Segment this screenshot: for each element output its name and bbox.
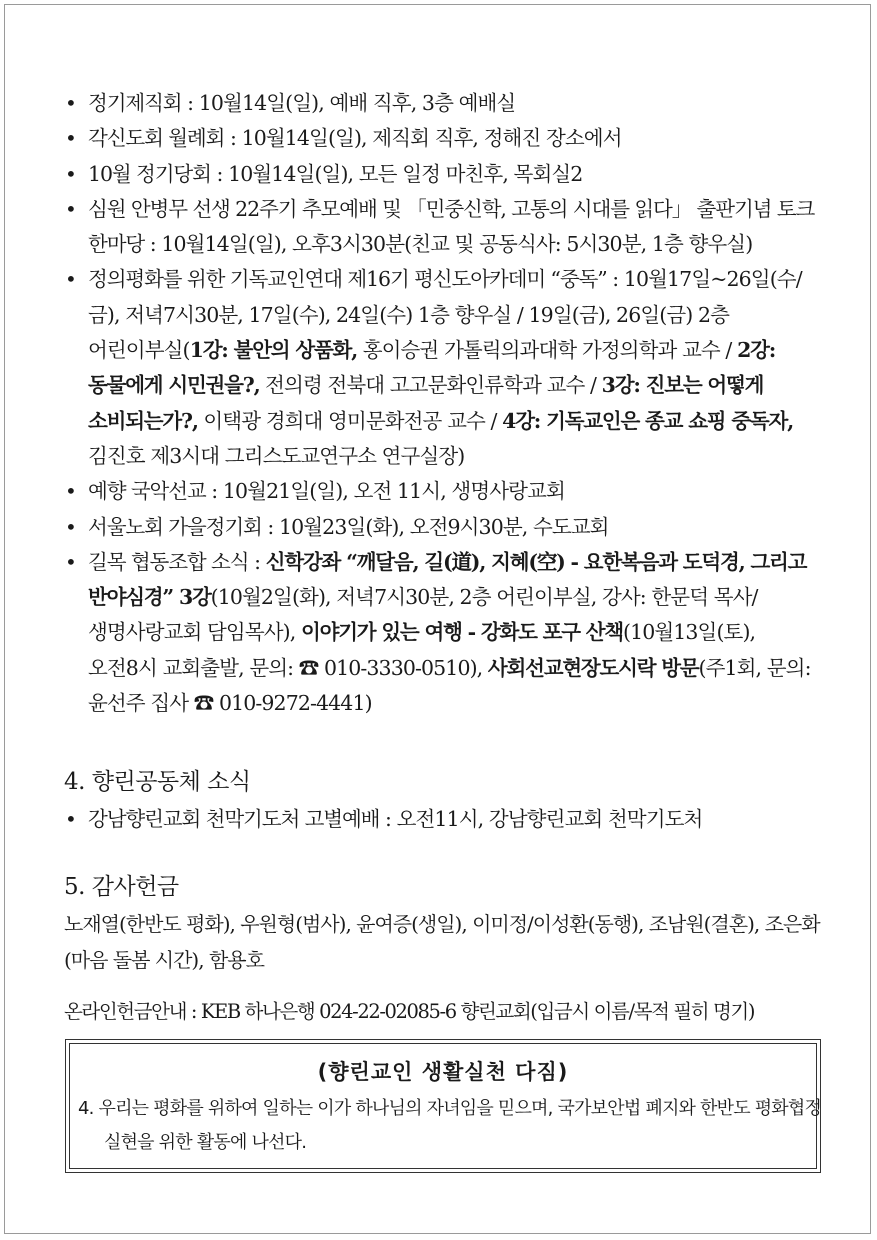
online-offering-text: : KEB 하나은행 024-22-02085-6 향린교회(입금시 이름/목적 필히 명기) [186, 1000, 755, 1023]
list-item [62, 802, 822, 837]
list-item [62, 121, 822, 156]
bullet-dot: • [65, 267, 76, 292]
list-item [62, 262, 822, 474]
event-label: 정의평화를 위한 기독교인연대 제16기 평신도아카데미 “중독” [88, 267, 607, 292]
list-item [62, 86, 822, 121]
list-item [62, 192, 822, 263]
pledge-title: (향린교인 생활실천 다짐) [317, 1060, 569, 1084]
lecture-3-title: 3강: 진보는 어떻게 소비되는가?, [88, 373, 764, 433]
bullet-dot: • [65, 91, 76, 115]
bullet-dot: • [65, 126, 76, 151]
event-label: 10월 정기당회 [88, 161, 211, 186]
event-text: : 10월14일(일), 제직회 직후, 정해진 장소에서 [224, 126, 622, 151]
trip-title: 이야기가 있는 여행 - 강화도 포구 산책 [300, 620, 623, 645]
event-list [62, 86, 822, 721]
online-offering [64, 996, 824, 1024]
section-4-heading: 4. 향린공동체 소식 [64, 769, 251, 795]
event-text: : 10월21일(일), 오전 11시, 생명사랑교회 [205, 479, 565, 504]
seminar-detail: (10월2일(화), 저녁7시30분, 2층 어린이부실, 강사: 한문덕 목사/생명사랑교회 담임목사), [88, 585, 758, 645]
lecture-2-title: 2강: 동물에게 시민권을?, [88, 338, 776, 398]
thanks-offering-names: 노재열(한반도 평화), 우원형(범사), 윤여증(생일), 이미정/이성환(동행), 조남원(결혼), 조은화(마음 돌봄 시간), 함용호 [64, 912, 820, 972]
community-list [62, 802, 822, 837]
event-label: 각신도회 월례회 [88, 126, 225, 151]
event-text: : 10월23일(화), 오전9시30분, 수도교회 [261, 514, 609, 539]
bullet-dot: • [65, 514, 76, 539]
event-text: : [248, 549, 266, 574]
online-offering-label: 온라인헌금안내 [64, 1000, 187, 1023]
event-label: 길목 협동조합 소식 [88, 549, 249, 574]
event-text: : 10월14일(일), 모든 일정 마친후, 목회실2 [210, 161, 583, 186]
pledge-box [65, 1039, 821, 1173]
lecture-1-title: 1강: 불안의 상품화, [189, 338, 358, 363]
section-5-heading: 5. 감사헌금 [64, 874, 179, 900]
event-text: : 10월17일~26일(수/금), 저녁7시30분, 17일(수), 24일(수) 1층 향우실 / 19일(금), 26일(금) 2층 어린이부실( [88, 267, 802, 363]
event-text: : 10월14일(일), 오후3시30분(친교 및 공동식사: 5시30분, 1층 향우실) [144, 232, 753, 257]
trip-detail: (10월13일(토), 오전8시 교회출발, 문의: ☎ 010-3330-0510), [88, 620, 756, 680]
event-label: 예향 국악선교 [88, 479, 206, 504]
event-text: : 10월14일(일), 예배 직후, 3층 예배실 [181, 91, 516, 115]
event-label: 서울노회 가을정기회 [88, 514, 262, 539]
lecture-2-detail: 전의령 전북대 고고문화인류학과 교수 / [259, 373, 602, 398]
lecture-3-detail: 이택광 경희대 영미문화전공 교수 / [197, 408, 503, 433]
bullet-dot: • [65, 479, 76, 504]
seminar-title: 신학강좌 “깨달음, 길(道), 지혜(空) - 요한복음과 도덕경, 그리고 반야심경” 3강 [88, 549, 807, 610]
bullet-dot: • [65, 161, 76, 186]
bullet-dot: • [65, 196, 76, 221]
pledge-text: 4. 우리는 평화를 위하여 일하는 이가 하나님의 자녀임을 믿으며, 국가보안법 폐지와 한반도 평화협정 실현을 위한 활동에 나선다. [78, 1098, 822, 1153]
bullet-dot: • [65, 807, 76, 831]
event-label: 정기제직회 [88, 91, 182, 115]
lunchbox-title: 사회선교현장도시락 방문 [487, 655, 699, 680]
lecture-4-title: 4강: 기독교인은 종교 쇼핑 중독자, [502, 408, 794, 433]
list-item [62, 474, 822, 509]
community-text: : 오전11시, 강남향린교회 천막기도처 [379, 807, 703, 831]
community-label: 강남향린교회 천막기도처 고별예배 [88, 807, 380, 831]
list-item [62, 545, 822, 721]
event-label: 심원 안병무 선생 22주기 추모예배 및 「민중신학, 고통의 시대를 읽다」 출판기념 토크 한마당 [88, 196, 815, 257]
list-item [62, 510, 822, 545]
pledge-box-inner [69, 1043, 822, 1169]
bullet-dot: • [65, 549, 76, 574]
lecture-1-detail: 홍이승권 가톨릭의과대학 가정의학과 교수 / [357, 338, 738, 363]
lunchbox-detail: (주1회, 문의: 윤선주 집사 ☎ 010-9272-4441) [88, 655, 811, 716]
list-item [62, 157, 822, 192]
lecture-4-detail: 김진호 제3시대 그리스도교연구소 연구실장) [88, 443, 465, 468]
